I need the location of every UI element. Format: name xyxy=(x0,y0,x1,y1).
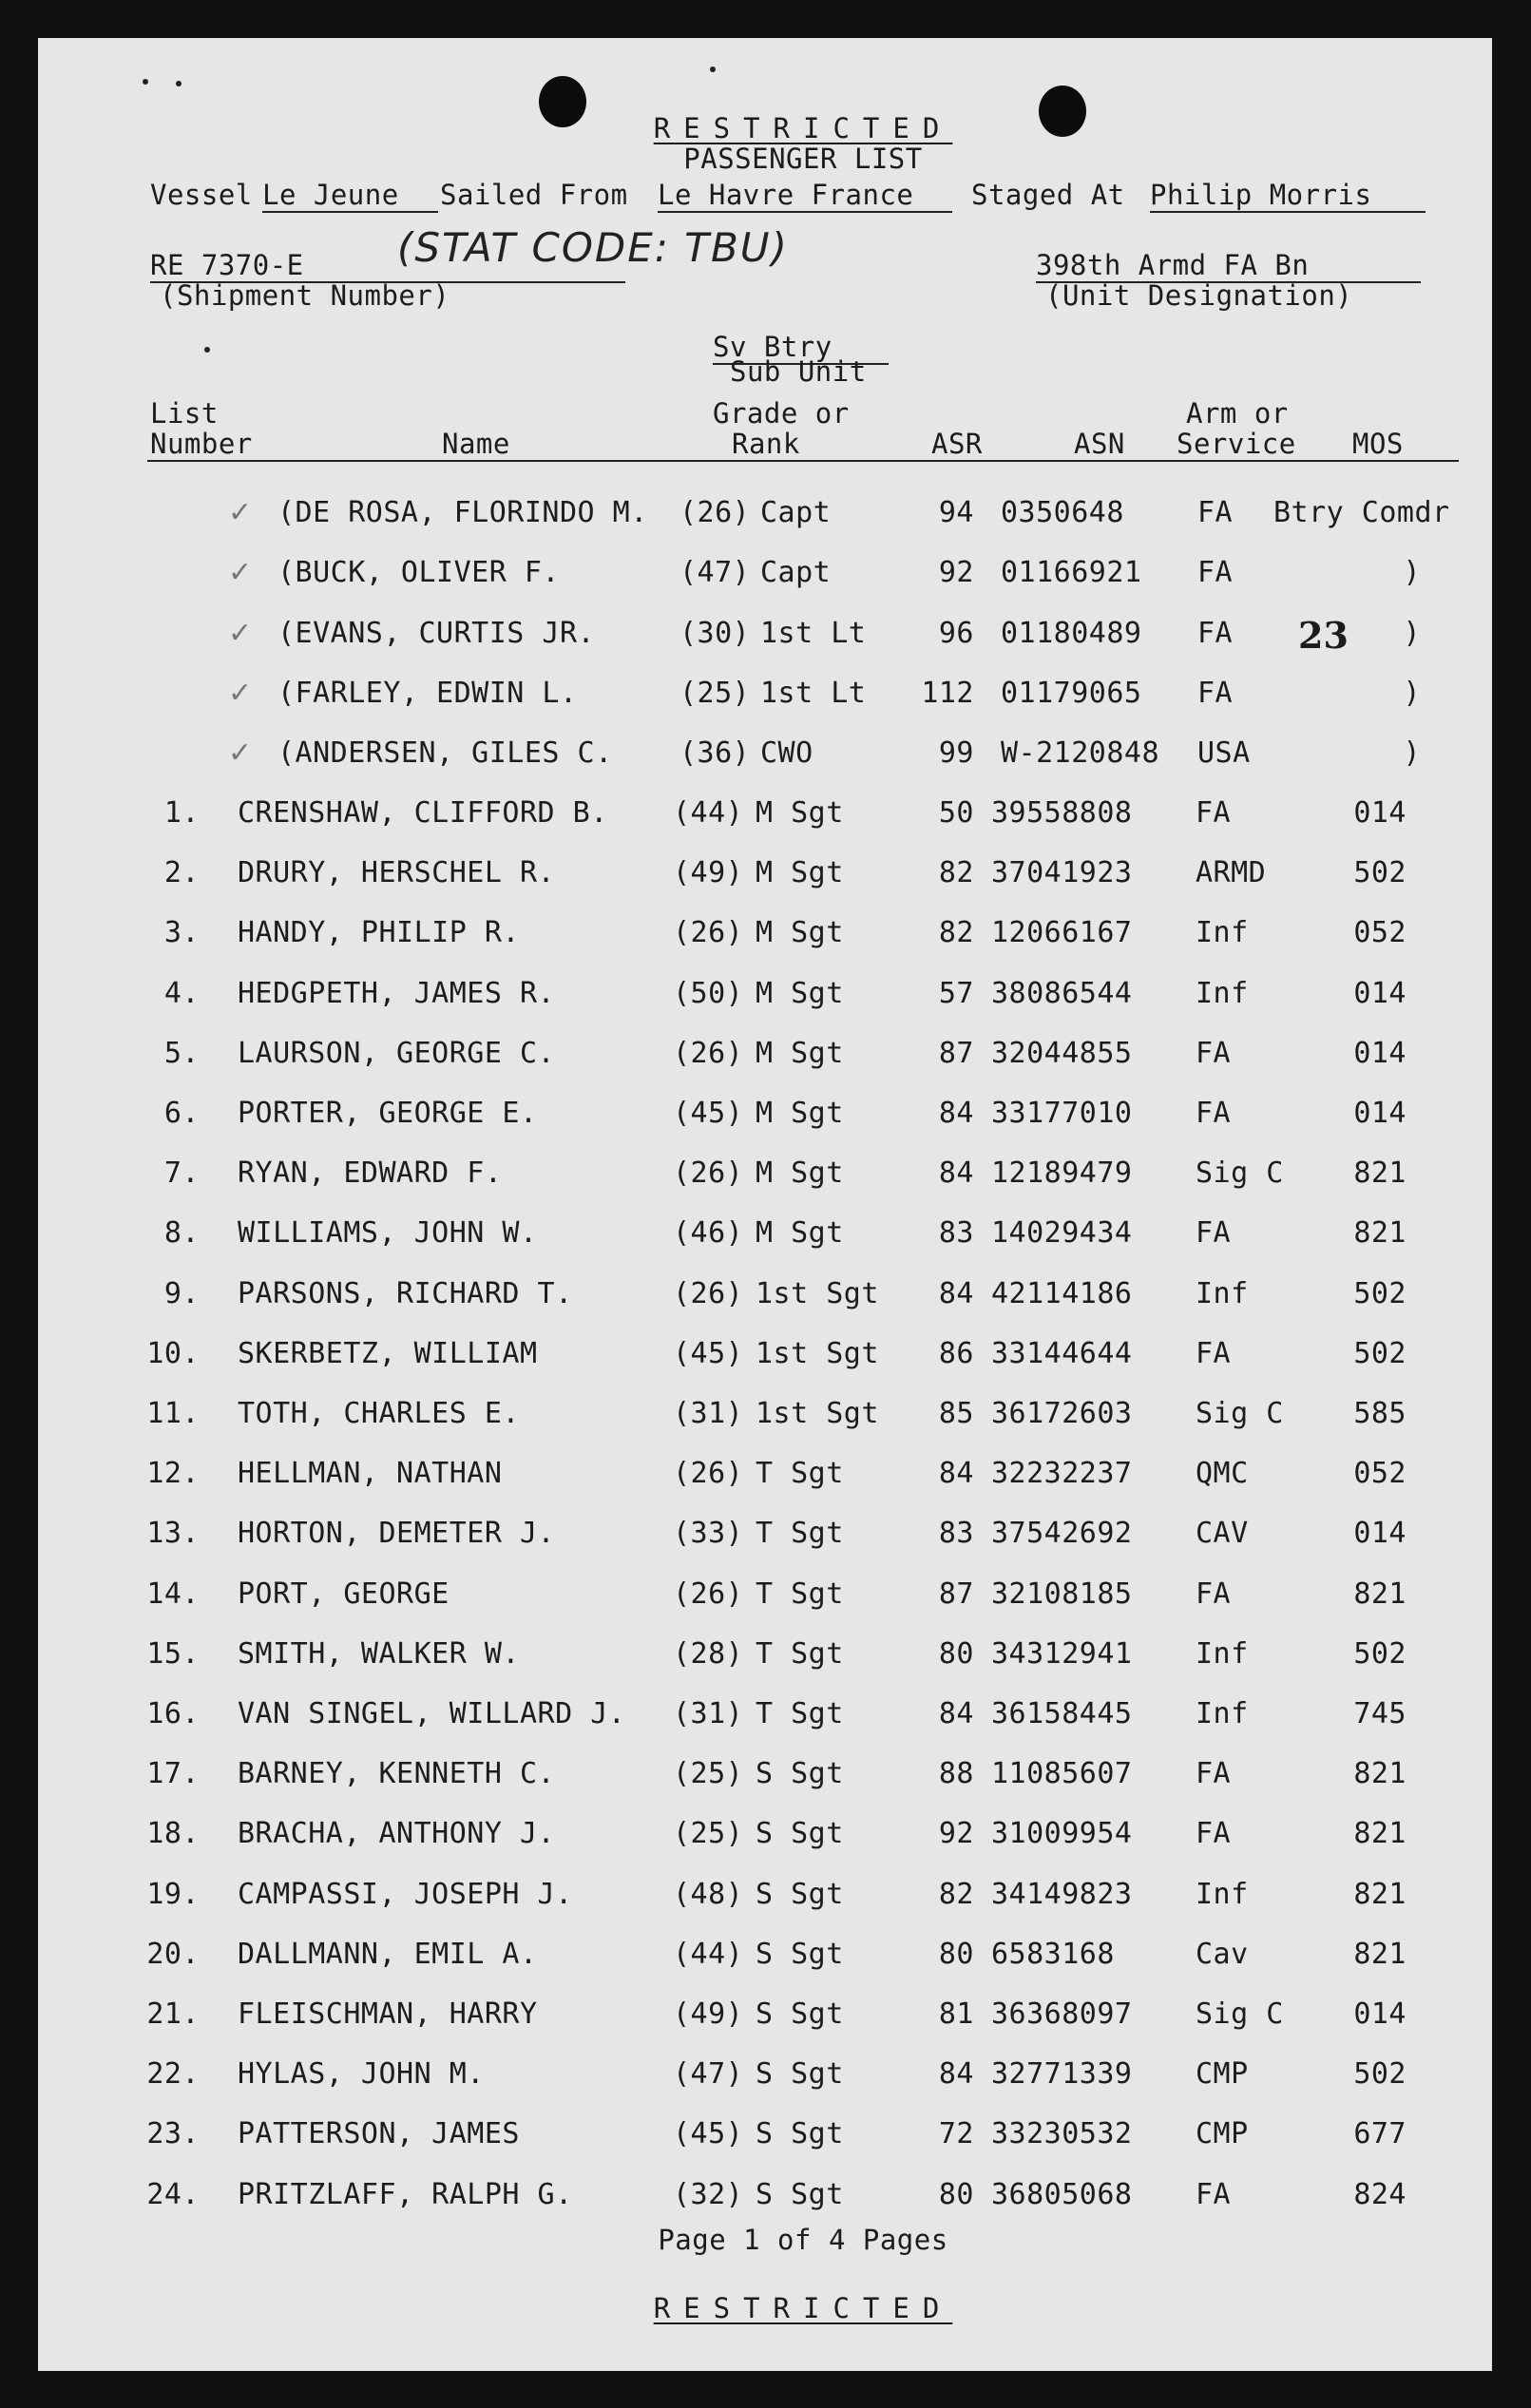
passenger-rank: T Sgt xyxy=(756,1577,844,1611)
passenger-arm: Inf xyxy=(1196,916,1249,949)
passenger-rank: S Sgt xyxy=(756,2057,844,2091)
speck xyxy=(143,79,148,85)
passenger-mos: 014 xyxy=(1353,796,1407,830)
passenger-arm: Inf xyxy=(1196,1277,1249,1310)
passenger-asr: 83 xyxy=(938,1517,974,1550)
passenger-name: HEDGPETH, JAMES R. xyxy=(238,977,556,1010)
list-number: 5. xyxy=(163,1037,200,1070)
passenger-age: (25) xyxy=(673,1757,744,1790)
sailed-from-value: Le Havre France xyxy=(658,179,952,213)
handwritten-stat-code: (STAT CODE: TBU) xyxy=(397,224,789,271)
passenger-asn: 36158445 xyxy=(991,1697,1133,1730)
col-rank: Rank xyxy=(732,428,800,460)
passenger-arm: FA xyxy=(1196,2178,1232,2211)
passenger-name: (ANDERSEN, GILES C. xyxy=(277,736,613,770)
list-number: 18. xyxy=(146,1817,200,1850)
passenger-name: VAN SINGEL, WILLARD J. xyxy=(238,1697,626,1730)
passenger-age: (48) xyxy=(673,1878,744,1911)
passenger-age: (47) xyxy=(679,556,751,589)
passenger-arm: Cav xyxy=(1196,1938,1249,1971)
passenger-mos: 821 xyxy=(1353,1216,1407,1250)
speck xyxy=(204,347,210,353)
passenger-asn: 32771339 xyxy=(991,2057,1133,2091)
passenger-asr: 83 xyxy=(938,1216,974,1250)
check-mark-icon: ✓ xyxy=(228,617,253,650)
passenger-mos: 677 xyxy=(1353,2117,1407,2150)
passenger-asr: 87 xyxy=(938,1037,974,1070)
passenger-rank: S Sgt xyxy=(756,1997,844,2031)
vessel-label: Vessel xyxy=(150,179,253,211)
passenger-rank: CWO xyxy=(760,736,813,770)
passenger-asr: 84 xyxy=(938,1156,974,1190)
passenger-asr: 87 xyxy=(938,1577,974,1611)
passenger-arm: FA xyxy=(1196,796,1232,830)
passenger-mos: ) xyxy=(1403,556,1421,589)
list-number: 6. xyxy=(163,1097,200,1130)
passenger-age: (30) xyxy=(679,617,751,650)
passenger-name: CAMPASSI, JOSEPH J. xyxy=(238,1878,573,1911)
page-number: Page 1 of 4 Pages xyxy=(658,2224,948,2256)
check-mark-icon: ✓ xyxy=(228,677,253,710)
passenger-arm: FA xyxy=(1196,1097,1232,1130)
passenger-name: HELLMAN, NATHAN xyxy=(238,1457,503,1490)
passenger-mos: 502 xyxy=(1353,2057,1407,2091)
passenger-age: (46) xyxy=(673,1216,744,1250)
passenger-asn: 33230532 xyxy=(991,2117,1133,2150)
passenger-rank: S Sgt xyxy=(756,1817,844,1850)
list-number: 15. xyxy=(146,1637,200,1671)
document-title: PASSENGER LIST xyxy=(683,143,923,175)
passenger-asn: 36805068 xyxy=(991,2178,1133,2211)
passenger-arm: Inf xyxy=(1196,1878,1249,1911)
passenger-asn: 36172603 xyxy=(991,1397,1133,1430)
passenger-arm: FA xyxy=(1196,1817,1232,1850)
passenger-age: (28) xyxy=(673,1637,744,1671)
passenger-name: TOTH, CHARLES E. xyxy=(238,1397,520,1430)
passenger-asn: 12189479 xyxy=(991,1156,1133,1190)
list-number: 3. xyxy=(163,916,200,949)
col-name: Name xyxy=(442,428,510,460)
header-rule xyxy=(147,460,1459,462)
passenger-rank: Capt xyxy=(760,496,832,529)
passenger-rank: T Sgt xyxy=(756,1457,844,1490)
passenger-asr: 82 xyxy=(938,1878,974,1911)
passenger-name: DALLMANN, EMIL A. xyxy=(238,1938,538,1971)
passenger-arm: FA xyxy=(1197,677,1234,710)
passenger-mos: 502 xyxy=(1353,1277,1407,1310)
passenger-rank: M Sgt xyxy=(756,977,844,1010)
passenger-asn: 32108185 xyxy=(991,1577,1133,1611)
passenger-asn: 32232237 xyxy=(991,1457,1133,1490)
passenger-asr: 92 xyxy=(938,1817,974,1850)
list-number: 7. xyxy=(163,1156,200,1190)
passenger-mos: 052 xyxy=(1353,1457,1407,1490)
passenger-asr: 85 xyxy=(938,1397,974,1430)
passenger-arm: Inf xyxy=(1196,977,1249,1010)
list-number: 13. xyxy=(146,1517,200,1550)
unit-caption: (Unit Designation) xyxy=(1045,279,1353,312)
passenger-age: (45) xyxy=(673,1097,744,1130)
restricted-heading-bottom: RESTRICTED xyxy=(653,2292,953,2324)
staged-at-label: Staged At xyxy=(971,179,1125,211)
passenger-mos: 014 xyxy=(1353,1037,1407,1070)
list-number: 12. xyxy=(146,1457,200,1490)
passenger-arm: QMC xyxy=(1196,1457,1249,1490)
staged-at-value: Philip Morris xyxy=(1150,179,1426,213)
passenger-name: (FARLEY, EDWIN L. xyxy=(277,677,578,710)
passenger-asr: 81 xyxy=(938,1997,974,2031)
passenger-name: DRURY, HERSCHEL R. xyxy=(238,856,556,889)
passenger-age: (49) xyxy=(673,856,744,889)
passenger-mos: 821 xyxy=(1353,1878,1407,1911)
passenger-name: (EVANS, CURTIS JR. xyxy=(277,617,596,650)
list-number: 8. xyxy=(163,1216,200,1250)
passenger-age: (26) xyxy=(673,1156,744,1190)
list-number: 10. xyxy=(146,1337,200,1370)
passenger-name: HORTON, DEMETER J. xyxy=(238,1517,556,1550)
passenger-age: (44) xyxy=(673,1938,744,1971)
passenger-age: (50) xyxy=(673,977,744,1010)
passenger-age: (32) xyxy=(673,2178,744,2211)
passenger-name: PARSONS, RICHARD T. xyxy=(238,1277,573,1310)
passenger-age: (26) xyxy=(673,1037,744,1070)
list-number: 17. xyxy=(146,1757,200,1790)
passenger-mos: 014 xyxy=(1353,977,1407,1010)
passenger-name: BARNEY, KENNETH C. xyxy=(238,1757,556,1790)
list-number: 2. xyxy=(163,856,200,889)
list-number: 21. xyxy=(146,1997,200,2031)
passenger-asr: 96 xyxy=(938,617,974,650)
passenger-age: (49) xyxy=(673,1997,744,2031)
passenger-age: (31) xyxy=(673,1397,744,1430)
passenger-age: (31) xyxy=(673,1697,744,1730)
passenger-asr: 92 xyxy=(938,556,974,589)
passenger-rank: M Sgt xyxy=(756,1216,844,1250)
passenger-name: WILLIAMS, JOHN W. xyxy=(238,1216,538,1250)
passenger-age: (26) xyxy=(673,1457,744,1490)
passenger-rank: T Sgt xyxy=(756,1697,844,1730)
passenger-age: (26) xyxy=(673,1277,744,1310)
passenger-arm: CMP xyxy=(1196,2117,1249,2150)
passenger-mos: 821 xyxy=(1353,1577,1407,1611)
passenger-asr: 84 xyxy=(938,1457,974,1490)
passenger-asn: 37542692 xyxy=(991,1517,1133,1550)
check-mark-icon: ✓ xyxy=(228,736,253,770)
handwritten-note: 23 xyxy=(1298,614,1349,657)
passenger-asn: 38086544 xyxy=(991,977,1133,1010)
passenger-name: SKERBETZ, WILLIAM xyxy=(238,1337,538,1370)
passenger-asr: 80 xyxy=(938,1938,974,1971)
passenger-arm: FA xyxy=(1197,496,1234,529)
col-list: List xyxy=(150,397,219,430)
restricted-heading-top: RESTRICTED xyxy=(653,112,953,144)
speck xyxy=(710,67,716,72)
passenger-age: (26) xyxy=(679,496,751,529)
passenger-asn: 42114186 xyxy=(991,1277,1133,1310)
passenger-asr: 86 xyxy=(938,1337,974,1370)
passenger-asr: 88 xyxy=(938,1757,974,1790)
col-asn: ASN xyxy=(1074,428,1125,460)
check-mark-icon: ✓ xyxy=(228,496,253,529)
list-number: 24. xyxy=(146,2178,200,2211)
list-number: 23. xyxy=(146,2117,200,2150)
passenger-asr: 84 xyxy=(938,1277,974,1310)
passenger-asn: 12066167 xyxy=(991,916,1133,949)
passenger-asr: 80 xyxy=(938,1637,974,1671)
list-number: 11. xyxy=(146,1397,200,1430)
passenger-arm: ARMD xyxy=(1196,856,1267,889)
list-number: 16. xyxy=(146,1697,200,1730)
passenger-asr: 84 xyxy=(938,1697,974,1730)
sub-unit: Sv Btry xyxy=(713,331,889,365)
passenger-rank: 1st Lt xyxy=(760,617,867,650)
passenger-asr: 82 xyxy=(938,916,974,949)
passenger-name: HANDY, PHILIP R. xyxy=(238,916,520,949)
list-number: 20. xyxy=(146,1938,200,1971)
col-number: Number xyxy=(150,428,253,460)
passenger-rank: S Sgt xyxy=(756,2178,844,2211)
sailed-from-label: Sailed From xyxy=(440,179,628,211)
passenger-name: RYAN, EDWARD F. xyxy=(238,1156,503,1190)
passenger-name: HYLAS, JOHN M. xyxy=(238,2057,485,2091)
passenger-rank: M Sgt xyxy=(756,1097,844,1130)
passenger-mos: ) xyxy=(1403,677,1421,710)
passenger-mos: ) xyxy=(1403,736,1421,770)
passenger-age: (45) xyxy=(673,1337,744,1370)
passenger-age: (36) xyxy=(679,736,751,770)
passenger-rank: Capt xyxy=(760,556,832,589)
passenger-arm: CMP xyxy=(1196,2057,1249,2091)
passenger-asn: 37041923 xyxy=(991,856,1133,889)
passenger-rank: M Sgt xyxy=(756,1037,844,1070)
passenger-asr: 84 xyxy=(938,1097,974,1130)
passenger-asn: 01179065 xyxy=(1001,677,1142,710)
passenger-rank: S Sgt xyxy=(756,1757,844,1790)
passenger-asn: 01166921 xyxy=(1001,556,1142,589)
passenger-name: SMITH, WALKER W. xyxy=(238,1637,520,1671)
shipment-number: RE 7370-E xyxy=(150,249,625,283)
passenger-asr: 72 xyxy=(938,2117,974,2150)
passenger-name: BRACHA, ANTHONY J. xyxy=(238,1817,556,1850)
col-mos: MOS xyxy=(1352,428,1404,460)
passenger-mos: 585 xyxy=(1353,1397,1407,1430)
passenger-asn: 11085607 xyxy=(991,1757,1133,1790)
passenger-arm: USA xyxy=(1197,736,1251,770)
passenger-mos: 821 xyxy=(1353,1938,1407,1971)
passenger-rank: 1st Sgt xyxy=(756,1397,879,1430)
passenger-name: PRITZLAFF, RALPH G. xyxy=(238,2178,573,2211)
passenger-rank: 1st Sgt xyxy=(756,1337,879,1370)
col-asr: ASR xyxy=(931,428,983,460)
passenger-mos: 502 xyxy=(1353,1637,1407,1671)
passenger-rank: M Sgt xyxy=(756,1156,844,1190)
passenger-arm: Inf xyxy=(1196,1637,1249,1671)
passenger-arm: FA xyxy=(1196,1577,1232,1611)
check-mark-icon: ✓ xyxy=(228,556,253,589)
passenger-rank: M Sgt xyxy=(756,856,844,889)
passenger-rank: T Sgt xyxy=(756,1517,844,1550)
passenger-asr: 99 xyxy=(938,736,974,770)
passenger-asn: 33144644 xyxy=(991,1337,1133,1370)
passenger-asn: 0350648 xyxy=(1001,496,1124,529)
passenger-arm: FA xyxy=(1196,1216,1232,1250)
passenger-name: PATTERSON, JAMES xyxy=(238,2117,520,2150)
passenger-mos: 014 xyxy=(1353,1997,1407,2031)
passenger-age: (47) xyxy=(673,2057,744,2091)
passenger-mos: ) xyxy=(1403,617,1421,650)
passenger-age: (26) xyxy=(673,1577,744,1611)
passenger-asn: 32044855 xyxy=(991,1037,1133,1070)
passenger-asr: 94 xyxy=(938,496,974,529)
list-number: 19. xyxy=(146,1878,200,1911)
passenger-asn: 6583168 xyxy=(991,1938,1115,1971)
col-arm: Arm or xyxy=(1186,397,1289,430)
passenger-name: CRENSHAW, CLIFFORD B. xyxy=(238,796,608,830)
passenger-asn: 14029434 xyxy=(991,1216,1133,1250)
passenger-age: (25) xyxy=(673,1817,744,1850)
passenger-arm: Inf xyxy=(1196,1697,1249,1730)
passenger-arm: Sig C xyxy=(1196,1397,1284,1430)
passenger-rank: M Sgt xyxy=(756,916,844,949)
passenger-name: (DE ROSA, FLORINDO M. xyxy=(277,496,648,529)
document-page xyxy=(38,38,1492,2371)
passenger-age: (44) xyxy=(673,796,744,830)
passenger-asn: 01180489 xyxy=(1001,617,1142,650)
passenger-asn: 34149823 xyxy=(991,1878,1133,1911)
passenger-name: PORTER, GEORGE E. xyxy=(238,1097,538,1130)
passenger-age: (26) xyxy=(673,916,744,949)
passenger-rank: S Sgt xyxy=(756,1878,844,1911)
passenger-mos: 014 xyxy=(1353,1097,1407,1130)
passenger-mos: Btry Comdr xyxy=(1273,496,1450,529)
passenger-age: (25) xyxy=(679,677,751,710)
passenger-mos: 821 xyxy=(1353,1817,1407,1850)
passenger-asr: 50 xyxy=(938,796,974,830)
sub-unit-caption: Sub Unit xyxy=(730,355,867,388)
passenger-name: FLEISCHMAN, HARRY xyxy=(238,1997,538,2031)
passenger-asr: 57 xyxy=(938,977,974,1010)
passenger-arm: Sig C xyxy=(1196,1156,1284,1190)
passenger-asn: 33177010 xyxy=(991,1097,1133,1130)
passenger-mos: 821 xyxy=(1353,1156,1407,1190)
passenger-arm: FA xyxy=(1196,1037,1232,1070)
passenger-mos: 052 xyxy=(1353,916,1407,949)
col-grade: Grade or xyxy=(713,397,850,430)
passenger-rank: M Sgt xyxy=(756,796,844,830)
col-service: Service xyxy=(1177,428,1296,460)
unit-designation: 398th Armd FA Bn xyxy=(1036,249,1421,283)
passenger-asn: 34312941 xyxy=(991,1637,1133,1671)
passenger-arm: FA xyxy=(1196,1337,1232,1370)
list-number: 4. xyxy=(163,977,200,1010)
passenger-rank: T Sgt xyxy=(756,1637,844,1671)
passenger-asn: 36368097 xyxy=(991,1997,1133,2031)
passenger-mos: 502 xyxy=(1353,856,1407,889)
passenger-asr: 80 xyxy=(938,2178,974,2211)
passenger-asr: 112 xyxy=(921,677,974,710)
passenger-name: (BUCK, OLIVER F. xyxy=(277,556,560,589)
passenger-age: (33) xyxy=(673,1517,744,1550)
passenger-rank: 1st Lt xyxy=(760,677,867,710)
passenger-rank: S Sgt xyxy=(756,2117,844,2150)
passenger-arm: FA xyxy=(1197,617,1234,650)
shipment-caption: (Shipment Number) xyxy=(160,279,450,312)
list-number: 22. xyxy=(146,2057,200,2091)
passenger-asn: 31009954 xyxy=(991,1817,1133,1850)
vessel-value: Le Jeune xyxy=(262,179,438,213)
passenger-arm: FA xyxy=(1197,556,1234,589)
passenger-mos: 745 xyxy=(1353,1697,1407,1730)
list-number: 9. xyxy=(163,1277,200,1310)
passenger-name: LAURSON, GEORGE C. xyxy=(238,1037,556,1070)
passenger-asn: 39558808 xyxy=(991,796,1133,830)
passenger-asr: 82 xyxy=(938,856,974,889)
passenger-arm: FA xyxy=(1196,1757,1232,1790)
passenger-mos: 014 xyxy=(1353,1517,1407,1550)
list-number: 1. xyxy=(163,796,200,830)
passenger-arm: CAV xyxy=(1196,1517,1249,1550)
passenger-rank: 1st Sgt xyxy=(756,1277,879,1310)
passenger-arm: Sig C xyxy=(1196,1997,1284,2031)
passenger-mos: 824 xyxy=(1353,2178,1407,2211)
list-number: 14. xyxy=(146,1577,200,1611)
passenger-name: PORT, GEORGE xyxy=(238,1577,450,1611)
passenger-asn: W-2120848 xyxy=(1001,736,1160,770)
passenger-asr: 84 xyxy=(938,2057,974,2091)
passenger-rank: S Sgt xyxy=(756,1938,844,1971)
passenger-mos: 502 xyxy=(1353,1337,1407,1370)
passenger-age: (45) xyxy=(673,2117,744,2150)
passenger-mos: 821 xyxy=(1353,1757,1407,1790)
speck xyxy=(176,81,182,86)
